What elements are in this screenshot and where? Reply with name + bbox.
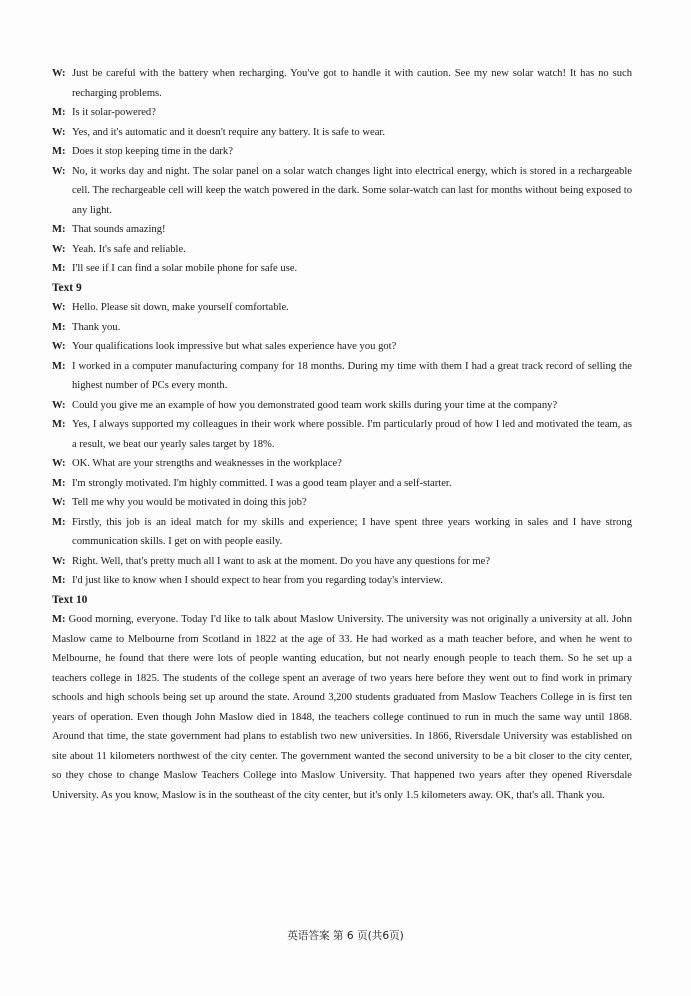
speaker-label: W: xyxy=(52,302,66,313)
dialogue-text: Hello. Please sit down, make yourself comfortable. xyxy=(72,302,289,313)
dialogue-text: Does it stop keeping time in the dark? xyxy=(72,146,233,157)
dialogue-line xyxy=(52,552,632,572)
dialogue-text: No, it works day and night. The solar panel on a solar watch changes light into electrical energy, which is stored in a rechargeable cell. The rechargeable cell will keep the watch powered in the dark. Some solar-watch can last for months without being exposed to any light. xyxy=(72,165,632,216)
dialogue-text: Is it solar-powered? xyxy=(72,107,156,118)
speaker-label: M: xyxy=(52,419,66,430)
dialogue-text: Thank you. xyxy=(72,321,121,333)
dialogue-line xyxy=(52,123,632,143)
dialogue-text: Just be careful with the battery when recharging. You've got to handle it with caution. See my new solar watch! It has no such recharging problems. xyxy=(72,68,632,99)
dialogue-text: That sounds amazing! xyxy=(72,224,166,235)
dialogue-text: I worked in a computer manufacturing company for 18 months. During my time with them I had a great track record of selling the highest number of PCs every month. xyxy=(72,360,632,391)
monologue-paragraph xyxy=(52,610,632,805)
speaker-label: M: xyxy=(52,614,66,625)
dialogue-text: OK. What are your strengths and weaknesses in the workplace? xyxy=(72,458,342,469)
dialogue-text: Could you give me an example of how you demonstrated good team work skills during your time at the company? xyxy=(72,399,558,411)
speaker-label: M: xyxy=(52,477,66,489)
speaker-label: M: xyxy=(52,321,66,333)
dialogue-line xyxy=(52,415,632,454)
speaker-label: M: xyxy=(52,107,66,118)
dialogue-text: I'm strongly motivated. I'm highly committed. I was a good team player and a self-starter. xyxy=(72,477,452,489)
speaker-label: W: xyxy=(52,341,66,352)
dialogue-line xyxy=(52,162,632,221)
dialogue-text: I'd just like to know when I should expect to hear from you regarding today's interview. xyxy=(72,575,443,586)
dialogue-line xyxy=(52,454,632,474)
section-heading-text-10: Text 10 xyxy=(52,593,88,606)
speaker-label: M: xyxy=(52,224,66,235)
speaker-label: M: xyxy=(52,146,66,157)
dialogue-line xyxy=(52,259,632,279)
dialogue-text: Right. Well, that's pretty much all I want to ask at the moment. Do you have any questions for me? xyxy=(72,555,491,567)
dialogue-line xyxy=(52,513,632,552)
dialogue-line xyxy=(52,493,632,513)
dialogue-line xyxy=(52,474,632,494)
section-heading-text-9: Text 9 xyxy=(52,281,82,294)
speaker-label: W: xyxy=(52,243,66,255)
speaker-label: W: xyxy=(52,458,66,469)
speaker-label: M: xyxy=(52,360,66,372)
dialogue-line xyxy=(52,103,632,123)
dialogue-line xyxy=(52,240,632,260)
speaker-label: M: xyxy=(52,263,66,274)
dialogue-line xyxy=(52,142,632,162)
dialogue-line xyxy=(52,396,632,416)
dialogue-line xyxy=(52,571,632,591)
dialogue-text: Yeah. It's safe and reliable. xyxy=(72,243,186,255)
dialogue-line xyxy=(52,64,632,103)
dialogue-line xyxy=(52,337,632,357)
monologue-text: Good morning, everyone. Today I'd like to talk about Maslow University. The university was not originally a university at all. John Maslow came to Melbourne from Scotland in 1822 at the age of 33. He had worked as a math teacher before, and when he went to Melbourne, he found that there were lots of people wanting education, but not nearly enough people to teach them. So he set up a teachers college in 1825. The students of the college spent an average of two years here before they went out to find work in primary schools and high schools being set up around the state. Around 3,200 students graduated from Maslow Teachers College in is first ten years of operation. Even though John Maslow died in 1848, the teachers college continued to run in much the same way until 1868. Around that time, the state government had plans to establish two new universities. In 1866, Riversdale University was established on site about 11 kilometers northwest of the city center. The government wanted the second university to be a bit closer to the city center, so they chose to change Maslow Teachers College into Maslow University. That happened two years after they opened Riversdale University. As you know, Maslow is in the southeast of the city center, but it's only 1.5 kilometers away. OK, that's all. Thank you. xyxy=(52,614,632,801)
dialogue-text: Tell me why you would be motivated in doing this job? xyxy=(72,497,307,508)
speaker-label: W: xyxy=(52,126,66,138)
speaker-label: W: xyxy=(52,555,66,567)
speaker-label: M: xyxy=(52,575,66,586)
dialogue-line xyxy=(52,318,632,338)
page-footer: 英语答案 第 6 页(共6页) xyxy=(287,930,404,942)
dialogue-line xyxy=(52,357,632,396)
speaker-label: W: xyxy=(52,68,66,79)
speaker-label: W: xyxy=(52,497,66,508)
speaker-label: W: xyxy=(52,399,66,411)
dialogue-text: Firstly, this job is an ideal match for my skills and experience; I have spent three years working in sales and I have strong communication skills. I get on with people easily. xyxy=(72,516,632,547)
dialogue-text: Yes, I always supported my colleagues in their work where possible. I'm particularly proud of how I led and motivated the team, as a result, we beat our yearly sales target by 18%. xyxy=(72,419,632,450)
speaker-label: W: xyxy=(52,165,66,177)
dialogue-line xyxy=(52,220,632,240)
dialogue-text: Your qualifications look impressive but what sales experience have you got? xyxy=(72,341,397,352)
dialogue-text: I'll see if I can find a solar mobile phone for safe use. xyxy=(72,263,298,274)
speaker-label: M: xyxy=(52,516,66,528)
transcript-content xyxy=(52,64,632,805)
dialogue-line xyxy=(52,298,632,318)
dialogue-text: Yes, and it's automatic and it doesn't require any battery. It is safe to wear. xyxy=(72,126,386,138)
